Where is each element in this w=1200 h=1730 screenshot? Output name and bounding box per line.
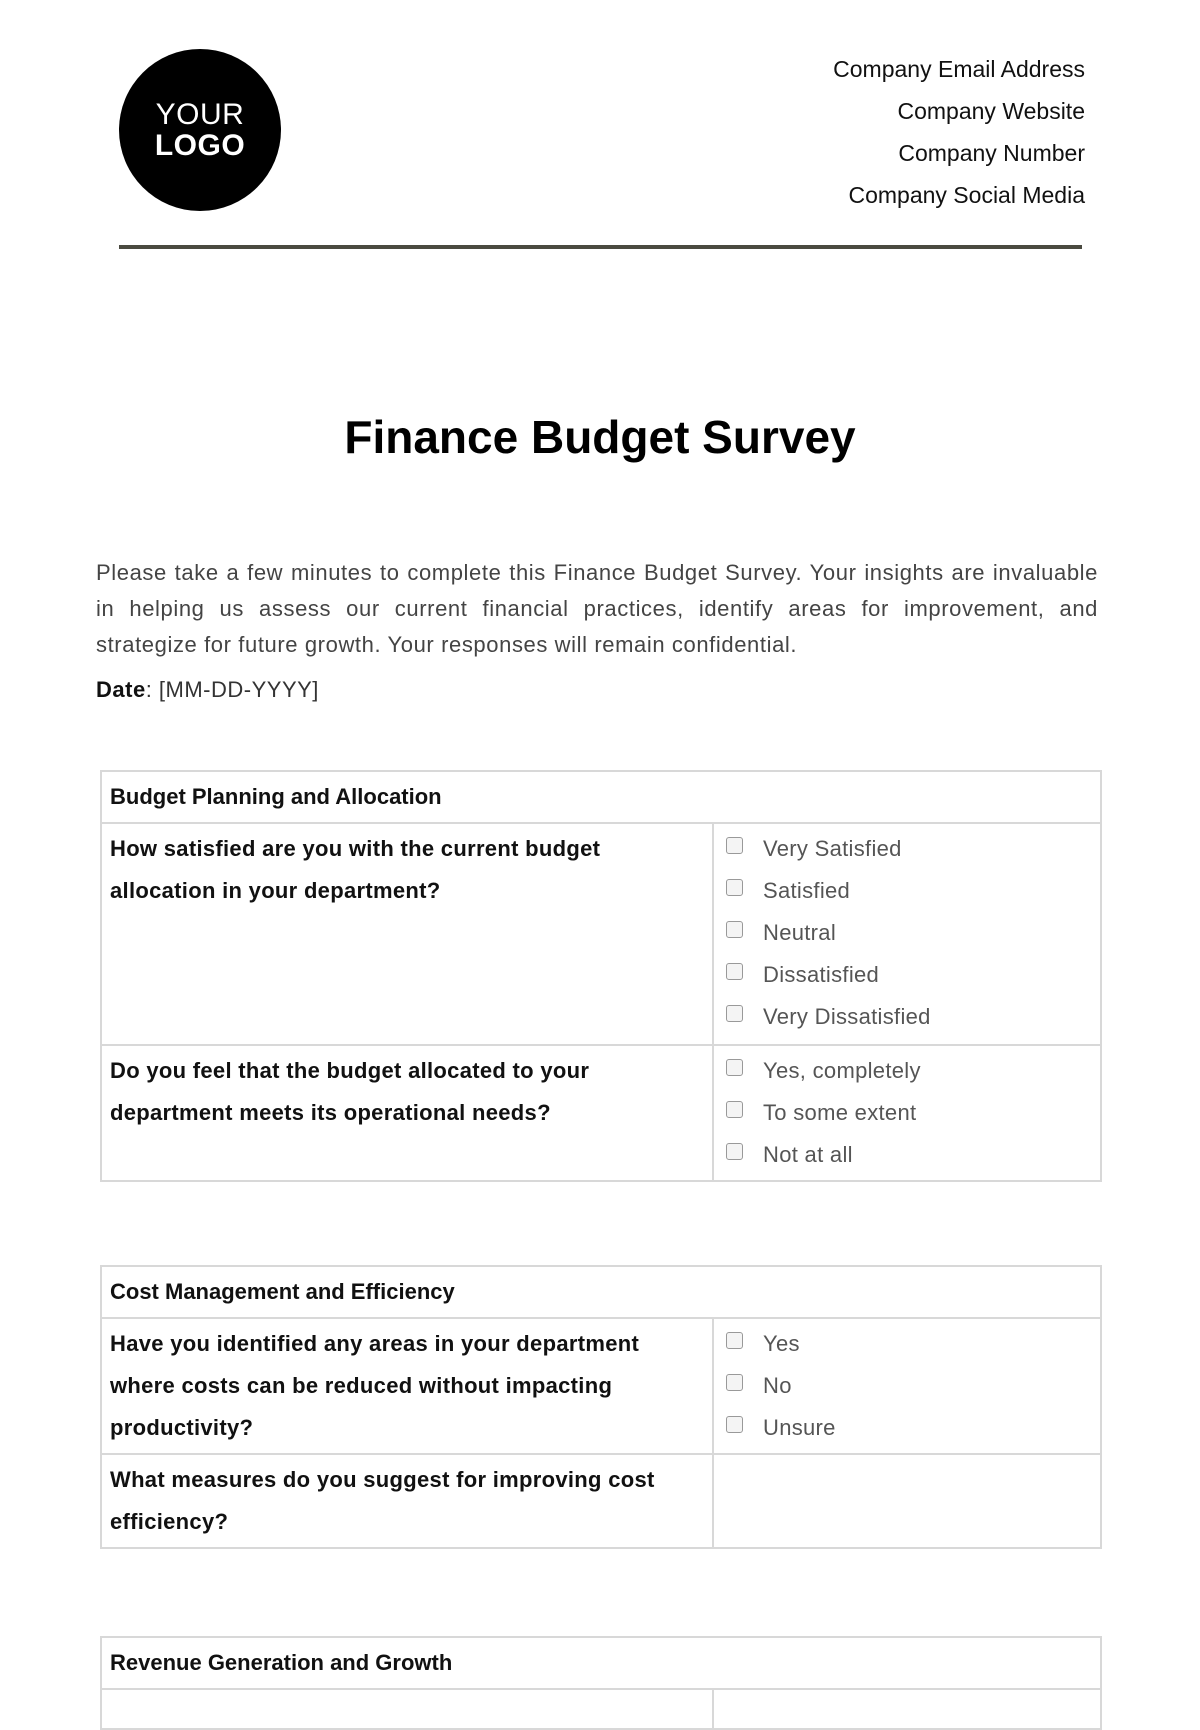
intro-paragraph: Please take a few minutes to complete this Finance Budget Survey. Your insights are invaluable in helping us assess our current financial practices, identify areas for improvement, and strategize for future growth. Your responses will remain confidential. [96,560,1098,657]
option-no[interactable] [726,1365,1088,1407]
question-cell [101,1689,713,1729]
option-label: Not at all [763,1142,853,1167]
option-satisfied[interactable] [726,870,1088,912]
option-yes-completely[interactable] [726,1050,1088,1092]
section-revenue-generation [100,1636,1102,1730]
option-not-at-all[interactable] [726,1134,1088,1176]
section-budget-planning [100,770,1102,1182]
option-label: Neutral [763,920,837,945]
checkbox-icon[interactable] [726,1416,743,1433]
checkbox-icon[interactable] [726,1332,743,1349]
question-text: How satisfied are you with the current budget allocation in your department? [101,823,713,1045]
checkbox-icon[interactable] [726,921,743,938]
section-title: Revenue Generation and Growth [101,1637,1101,1689]
date-line [96,677,319,703]
option-label: To some extent [763,1100,917,1125]
option-label: Unsure [763,1415,836,1440]
answer-options [713,1045,1101,1181]
company-email: Company Email Address [833,56,1085,82]
logo-line1: YOUR [155,97,245,131]
answer-options [713,823,1101,1045]
option-very-dissatisfied[interactable] [726,996,1088,1038]
section-cost-management [100,1265,1102,1549]
date-value[interactable]: : [MM-DD-YYYY] [145,677,319,702]
option-very-satisfied[interactable] [726,828,1088,870]
option-label: Dissatisfied [763,962,880,987]
option-neutral[interactable] [726,912,1088,954]
checkbox-icon[interactable] [726,1059,743,1076]
option-dissatisfied[interactable] [726,954,1088,996]
checkbox-icon[interactable] [726,879,743,896]
company-social-media: Company Social Media [848,182,1085,208]
logo-line2: LOGO [154,129,246,162]
question-text: What measures do you suggest for improving cost efficiency? [101,1454,713,1548]
company-number: Company Number [898,140,1085,166]
answer-options [713,1689,1101,1729]
section-title: Budget Planning and Allocation [101,771,1101,823]
option-unsure[interactable] [726,1407,1088,1449]
option-label: Satisfied [763,878,851,903]
checkbox-icon[interactable] [726,1374,743,1391]
date-label: Date [96,677,146,702]
section-title: Cost Management and Efficiency [101,1266,1101,1318]
checkbox-icon[interactable] [726,1101,743,1118]
company-website: Company Website [897,98,1085,124]
checkbox-icon[interactable] [726,837,743,854]
company-contact-block [833,50,1085,218]
header-divider [119,245,1082,249]
option-label: No [763,1373,792,1398]
option-yes[interactable] [726,1323,1088,1365]
checkbox-icon[interactable] [726,963,743,980]
answer-options [713,1318,1101,1454]
option-label: Yes [763,1331,800,1356]
option-label: Yes, completely [763,1058,921,1083]
option-label: Very Dissatisfied [763,1004,931,1029]
question-text: Have you identified any areas in your department where costs can be reduced without impacting productivity? [101,1318,713,1454]
option-to-some-extent[interactable] [726,1092,1088,1134]
document-title: Finance Budget Survey [344,411,856,463]
checkbox-icon[interactable] [726,1143,743,1160]
checkbox-icon[interactable] [726,1005,743,1022]
company-logo [119,49,281,211]
option-label: Very Satisfied [763,836,902,861]
question-text: Do you feel that the budget allocated to your department meets its operational needs? [101,1045,713,1181]
answer-field[interactable] [713,1454,1101,1548]
